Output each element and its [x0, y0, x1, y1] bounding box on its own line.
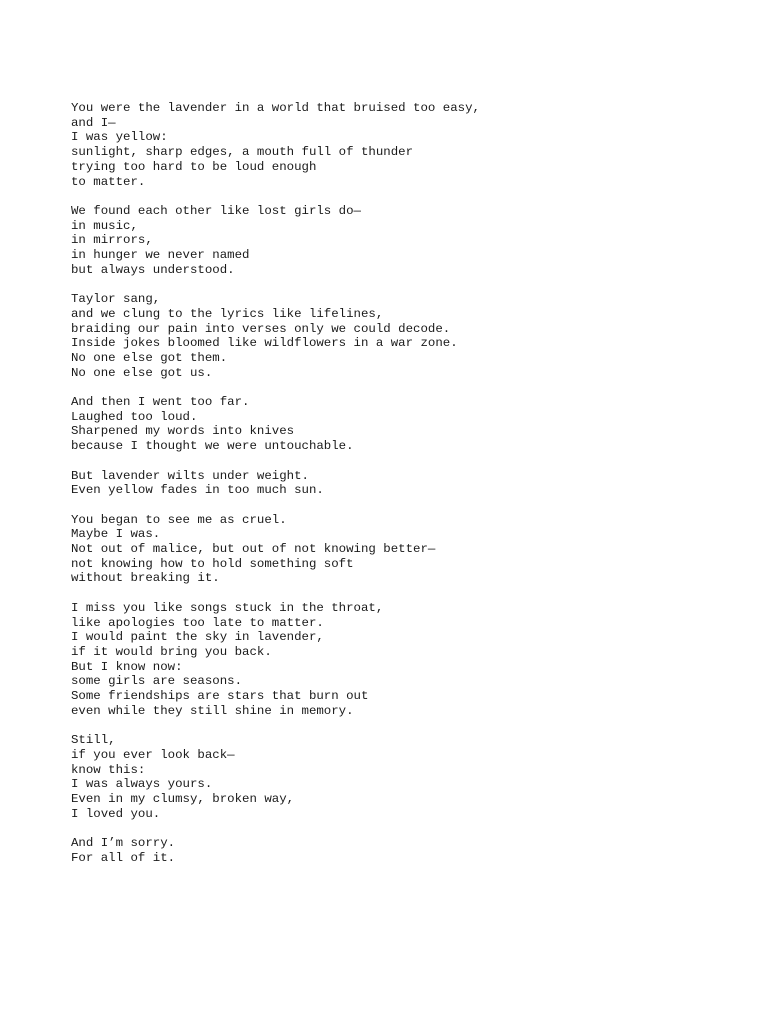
poem-line: Even yellow fades in too much sun.: [71, 483, 324, 498]
poem-line: Sharpened my words into knives: [71, 424, 295, 439]
poem-line: some girls are seasons.: [71, 674, 243, 689]
poem-stanza: [71, 469, 731, 498]
poem-line: I loved you.: [71, 806, 161, 821]
poem-line: and we clung to the lyrics like lifelines,: [71, 306, 384, 321]
poem-line: And then I went too far.: [71, 395, 250, 410]
poem-stanza: [71, 395, 731, 454]
poem-line: braiding our pain into verses only we could decode.: [71, 321, 451, 336]
poem-line: Maybe I was.: [71, 527, 161, 542]
poem-line: even while they still shine in memory.: [71, 703, 354, 718]
poem-line: if you ever look back—: [71, 747, 235, 762]
poem-line: And I’m sorry.: [71, 836, 176, 851]
poem-line: I miss you like songs stuck in the throat,: [71, 600, 384, 615]
poem-line: like apologies too late to matter.: [71, 615, 324, 630]
poem-stanza: [71, 836, 731, 865]
poem-line: if it would bring you back.: [71, 644, 272, 659]
poem-stanza: [71, 733, 731, 821]
poem-line: Taylor sang,: [71, 292, 161, 307]
poem-line: to matter.: [71, 174, 146, 189]
poem-line: in hunger we never named: [71, 248, 250, 263]
poem-stanza: [71, 513, 731, 587]
poem-line: know this:: [71, 762, 146, 777]
poem-line: and I—: [71, 115, 116, 130]
poem-line: I would paint the sky in lavender,: [71, 630, 324, 645]
poem-line: but always understood.: [71, 262, 235, 277]
poem-line: No one else got us.: [71, 365, 213, 380]
poem-stanza: [71, 601, 731, 719]
poem-line: trying too hard to be loud enough: [71, 159, 317, 174]
poem-stanza: [71, 101, 731, 189]
poem-line: I was yellow:: [71, 130, 168, 145]
poem-line: But lavender wilts under weight.: [71, 468, 309, 483]
poem-line: No one else got them.: [71, 350, 228, 365]
poem-line: For all of it.: [71, 850, 176, 865]
poem-line: sunlight, sharp edges, a mouth full of thunder: [71, 145, 414, 160]
poem-line: in mirrors,: [71, 233, 153, 248]
poem-body: [71, 101, 731, 880]
poem-line: Not out of malice, but out of not knowing better—: [71, 542, 436, 557]
poem-line: Laughed too loud.: [71, 409, 198, 424]
poem-line: not knowing how to hold something soft: [71, 556, 354, 571]
poem-line: You were the lavender in a world that bruised too easy,: [71, 101, 480, 115]
poem-line: without breaking it.: [71, 571, 220, 586]
poem-stanza: [71, 204, 731, 278]
poem-line: We found each other like lost girls do—: [71, 203, 361, 218]
poem-line: because I thought we were untouchable.: [71, 439, 354, 454]
poem-line: Still,: [71, 733, 116, 748]
poem-line: I was always yours.: [71, 777, 213, 792]
poem-line: But I know now:: [71, 659, 183, 674]
poem-line: Even in my clumsy, broken way,: [71, 791, 295, 806]
poem-line: You began to see me as cruel.: [71, 512, 287, 527]
poem-line: Inside jokes bloomed like wildflowers in a war zone.: [71, 336, 458, 351]
poem-stanza: [71, 292, 731, 380]
poem-line: Some friendships are stars that burn out: [71, 689, 369, 704]
poem-line: in music,: [71, 218, 138, 233]
